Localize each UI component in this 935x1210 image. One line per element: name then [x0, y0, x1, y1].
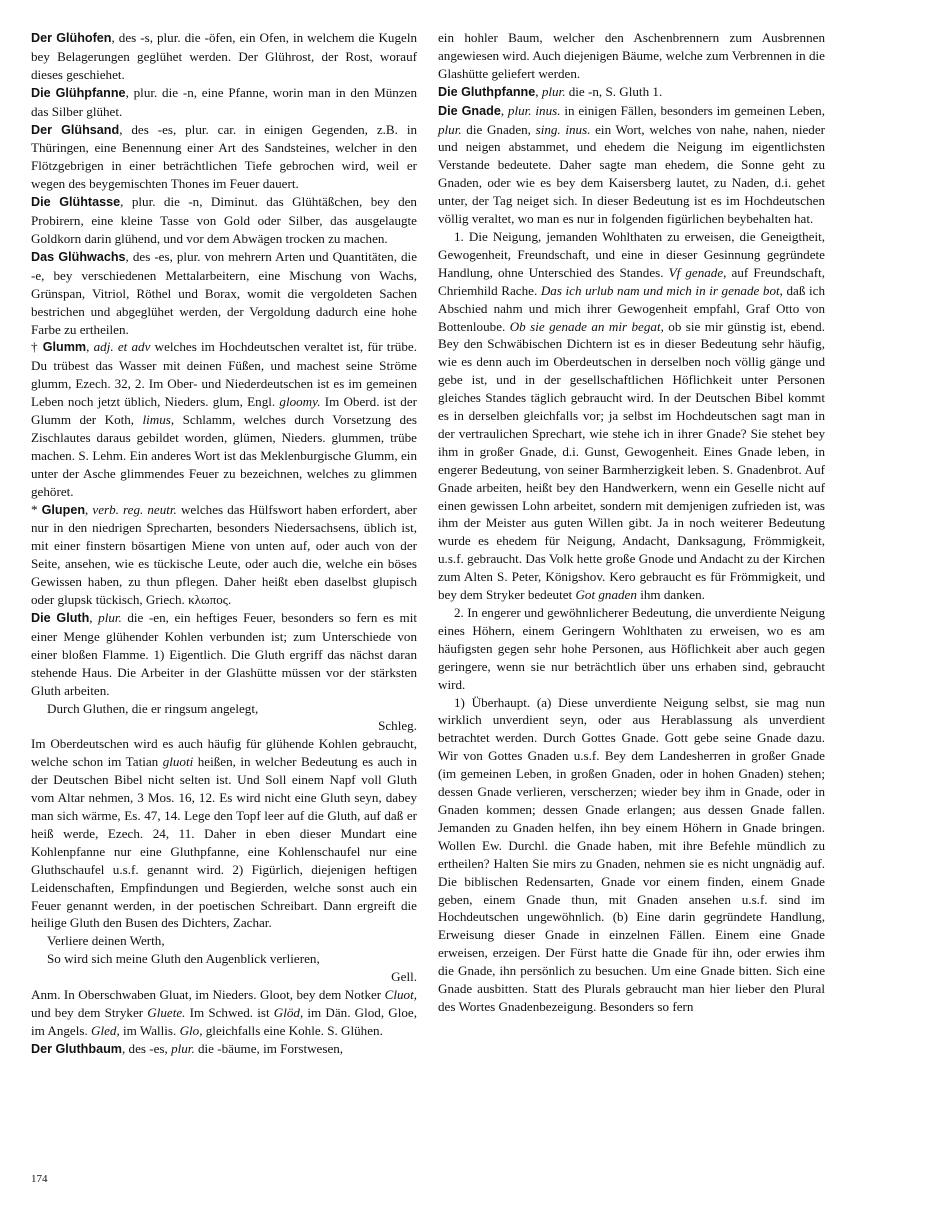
grammar-note: verb. reg. neutr.: [92, 501, 177, 517]
old-form: gluoti: [162, 754, 194, 770]
grammar-note: adj. et adv: [93, 339, 151, 355]
entry-text: die -en, ein heftiges Feuer, besonders so fern es mit einer Menge glühender Kohlen verbunden ist; zum Unterschiede von einer bloßen Flamme. 1) Eigentlich. Die Gluth ergriff das nächst daran stehende Haus. Die Arbeiter in der Glashütte müssen vor der stärksten Gluth arbeiten.: [31, 610, 417, 698]
headword: Das Glühwachs: [31, 249, 126, 264]
entry-gluehwachs: [31, 248, 417, 339]
entry-gluthbaum-continued: ein hohler Baum, welcher den Aschenbrennern zum Ausbrennen angewiesen wird. Auch diejenigen Bäume, welche zum Verbrennen in die Glashütte geliefert werden.: [438, 30, 825, 81]
old-form: Glo,: [179, 1022, 203, 1038]
old-form: Gled,: [91, 1022, 120, 1038]
entry-gluth: Die Gluth, plur. die -en, ein heftiges Feuer, besonders so fern es mit einer Menge glühender Kohlen verbunden ist; zum Unterschiede von einer bloßen Flamme. 1) Eigentlich. Die Gluth ergriff das nächst daran stehende Haus. Die Arbeiter in der Glashütte müssen vor der stärksten Gluth arbeiten.: [31, 610, 417, 698]
headword: Die Gluthpfanne: [438, 84, 536, 99]
grammar-note: plur.: [541, 83, 566, 99]
old-form: Gluete.: [147, 1004, 186, 1020]
old-quote: Vf genade,: [668, 264, 727, 280]
note-text: und bey dem Stryker: [31, 1004, 148, 1020]
entry-text: daß ich Abschied nahm und mich ihrer Gewogenheit empfahl, Graf Otto von Bottenloube.: [438, 282, 825, 334]
entry-text: , des -es,: [121, 1040, 172, 1056]
dialect-mark: *: [31, 501, 42, 517]
entry-gluth-note: [31, 986, 417, 1040]
entry-text: ob sie mir günstig ist, ebend. Bey den Schwäbischen Dichtern ist es in dieser Bedeutung sehr häufig, wie es denn auch im Oberdeutschen in derselben noch völlig gänge und gebe ist, und in der gesellschaftlichen Höflichkeit unter Personen gleiches Standes täglich gebraucht wird. In der Deutschen Bibel kommt es in derselben gleichfalls vor; ja selbst im Hochdeutschen sagt man in der vertraulichen Sprechart, wie stehe ich in ihrer Gnade? Sie stehet bey ihm in großer Gnade, d.i. Gunst, Gewogenheit. Eines Gnade leben, in engerer Bedeutung, von seiner Barmherzigkeit leben. S. Gnadenbrot. Auf Gnade arbeiten, heißt bey den Handwerkern, wenn ein Geselle nicht auf einen gewissen Lohn arbeitet, sondern mit demjenigen zufrieden ist, was ihm der Meister aus guten Willen gibt. Ja in noch weiterer Bedeutung wurde es ehedem für Neigung, Andacht, Danksagung, Frömmigkeit, u.s.f. gebraucht. Das Volk hette große Gnode und Andacht zu der Kirchen zum Alten S. Peter, Königshov. Kero gebraucht es für Frömmigkeit, und bey dem Stryker bedeutet: [438, 318, 825, 603]
headword: Der Glühsand: [31, 122, 120, 137]
note-text: Im Schwed. ist: [185, 1004, 274, 1020]
note-text: gleichfalls eine Kohle. S. Glühen.: [202, 1022, 383, 1038]
right-column: [438, 29, 825, 1016]
headword: Die Glühpfanne: [31, 85, 126, 100]
sense-2-paragraph: 2. In engerer und gewöhnlicherer Bedeutung, die unverdiente Neigung eines Höhern, einem Geringern Wohlthaten zu erweisen, wo es am häufigsten gegen sehr hohe Personen, aus Höflichkeit aber auch gegen geringere, wenn sie nur beträchtlich über uns erhaben sind, gebraucht wird.: [438, 605, 825, 692]
entry-gluehtasse: [31, 193, 417, 248]
obsolete-mark: †: [31, 339, 43, 355]
entry-text: Im Oberdeutschen wird es auch häufig für glühende Kohlen gebraucht, welche schon im Tatian: [31, 736, 417, 770]
old-quote: Das ich urlub nam und mich in ir genade bot,: [540, 282, 783, 298]
entry-text: , plur. die -n, Diminut. das Glühtäßchen, bey den Probirern, eine kleine Tasse von Gold oder Silber, das ausgelaugte Goldkorn darin glühend, und vor dem Abwägen trocken zu machen.: [31, 194, 417, 246]
entry-gluthpfanne: Die Gluthpfanne, plur. die -n, S. Gluth 1.: [438, 83, 663, 99]
entry-gluehpfanne: [31, 84, 417, 121]
quotation-source: Gell.: [391, 969, 417, 985]
grammar-note: plur. inus.: [507, 102, 561, 118]
note-text: im Wallis.: [119, 1022, 180, 1038]
entry-text: die -bäume, im Forstwesen,: [194, 1040, 344, 1056]
entry-text: , des -es, plur. car. in einigen Gegenden, z.B. in Thüringen, eine Benennung einer Art des Sandsteines, welcher in den Flötzgebrigen in einer beträchtlichen Tiefe gebrochen wird, weil er wegen des beygemischten Thones im Feuer dauert.: [31, 121, 418, 192]
entry-text: Im Oberd. ist der Glumm der Koth,: [31, 394, 417, 428]
headword: Die Gluth: [31, 611, 90, 625]
page-number: 174: [31, 1173, 48, 1185]
grammar-note: plur.: [171, 1040, 195, 1056]
entry-text: welches im Hochdeutschen veraltet ist, für trübe. Du trübest das Wasser mit deinen Füßen, und machest seine Ströme glumm, Ezech. 32, 2. Im Ober- und Niederdeutschen ist es im gemeinen Leben noch jetzt üblich, Nieders. glum, Engl.: [31, 339, 417, 410]
old-form: Glöd,: [273, 1004, 304, 1020]
entry-text: ein Wort, welches von nahe, nahen, nieder und neigen abstammet, und ehedem die Neigung im eigentlichsten Verstande bedeutete. Daher sagte man ehedem, die Sonne geht zu Gnaden, oder wie es bey dem Kaisersberg lautet, zu Naden, d.i. gehet unter, der Tag neiget sich. In dieser Bedeutung ist es im Hochdeutschen völlig veraltet, wo man es nur in folgenden figürlichen beybehalten hat.: [438, 121, 825, 227]
entry-text: auf Freundschaft, Chriemhild Rache.: [438, 264, 825, 298]
note-text: Anm. In Oberschwaben Gluat, im Nieders. Gloot, bey dem Notker: [31, 987, 385, 1003]
entry-text: , plur. die -n, eine Pfanne, worin man in den Münzen das Silber glühet.: [31, 84, 418, 119]
grammar-note: sing. inus.: [535, 121, 591, 137]
entry-text: welches das Hülfswort haben erfordert, aber nur in den niedrigen Sprecharten, besonders Niedersachsens, üblich ist, mit einer finstern bösartigen Miene von unten auf, oder auch von der Seite, ansehen, wie es tückische Leute, oder auch die, welche ein böses Gewissen haben, zu thun pflegen. Daher heißt eben daselbst glupisch oder glupsk tückisch, Griech. κλωπος.: [31, 501, 417, 608]
sense-1-paragraph: [438, 228, 825, 604]
quotation-verse: Verliere deinen Werth,: [47, 933, 165, 949]
quotation-verse: Durch Gluthen, die er ringsum angelegt,: [47, 700, 259, 716]
headword: Glupen: [41, 502, 86, 517]
entry-text: ihm danken.: [636, 587, 705, 603]
old-quote: Got gnaden: [575, 587, 637, 603]
entry-text: Schlamm, welches durch Vorsetzung des Zischlautes daraus gebildet worden, glümen, Nieders. glummen, trübe machen. S. Lehm. Ein anderes Wort ist das Meklenburgische Glumm, ein unter der Asche glimmendes Feuer zu bezeichnen, welches zu glimmen gehöret.: [31, 412, 417, 499]
entry-text: 1. Die Neigung, jemanden Wohlthaten zu erweisen, die Geneigtheit, Gewogenheit, Freundschaft, und eine in dieser Gesinnung gegründete Handlung, ohne Unterschied des Standes.: [438, 228, 825, 280]
entry-text: in einigen Fällen, besonders im gemeinen Leben,: [560, 102, 825, 118]
entry-text: , des -es, plur. von mehrern Arten und Quantitäten, die -e, bey verschiedenen Mettalarbeitern, eine Mischung von Wachs, Grünspan, Vitriol, Röthel und Borax, womit die vergoldeten Sachen bestrichen und abgeglühet werden, der Vergoldung dadurch eine hohe Farbe zu ertheilen.: [31, 248, 418, 337]
quotation-verse: So wird sich meine Gluth den Augenblick verlieren,: [47, 951, 320, 967]
quotation-source: Schleg.: [378, 718, 417, 734]
note-text: im Dän. Glod, Gloe, im Angels.: [31, 1004, 417, 1038]
latin-term: limus,: [142, 412, 175, 428]
entry-gluehofen: [31, 29, 417, 84]
entry-text: die -n, S. Gluth 1.: [565, 83, 663, 99]
old-form: Cluot,: [384, 987, 417, 1003]
left-column: [31, 29, 417, 1059]
entry-gluehsand: [31, 121, 417, 194]
headword: Der Gluthbaum: [31, 1041, 122, 1056]
entry-glupen: * Glupen, verb. reg. neutr. welches das Hülfswort haben erfordert, aber nur in den niedrigen Sprecharten, besonders Niedersachsens, üblich ist, mit einer finstern bösartigen Miene von unten auf, oder auch von der Seite, ansehen, wie es tückische Leute, oder auch die, welche ein böses Gewissen haben, zu thun pflegen. Daher heißt eben daselbst glupisch oder glupsk tückisch, Griech. κλωπος.: [31, 501, 417, 608]
entry-gluth-continued: [31, 735, 417, 932]
headword: Der Glühofen: [31, 31, 112, 45]
entry-gnade: Die Gnade, plur. inus. in einigen Fällen, besonders im gemeinen Leben, plur. die Gnaden, sing. inus. ein Wort, welches von nahe, nahen, nieder und neigen abstammet, und ehedem die Neigung im eigentlichsten Verstande bedeutete. Daher sagte man ehedem, die Sonne geht zu Gnaden, oder wie es bey dem Kaisersberg lautet, zu Naden, d.i. gehet unter, der Tag neiget sich. In dieser Bedeutung ist es im Hochdeutschen völlig veraltet, wo man es nur in folgenden figürlichen beybehalten hat.: [438, 102, 825, 227]
entry-text: heißen, in welcher Bedeutung es auch in der Deutschen Bibel nicht selten ist. Und Soll einem Napf voll Gluth vom Altar nehmen, 3 Mos. 16, 12. Es wird nicht eine Gluth seyn, dabey man sich wärme, Es. 47, 14. Lege den Topf leer auf die Gluth, auf daß er heiß werde, Ezech. 24, 11. Daher in eben dieser Mundart eine Kohlenpfanne nur eine Gluthpfanne, eine Kohlenschaufel nur eine Gluthschaufel u.s.f. genannt wird. 2) Figürlich, diejenigen heftigen Leidenschaften, Empfindungen und Begierden, welche sonst auch ein Feuer genannt werden, in der poetischen Schreibart. Dann ergreift die heilige Gluth den Busen des Dichters, Zachar.: [31, 754, 417, 931]
grammar-note: plur.: [438, 121, 462, 137]
sense-2-1-paragraph: 1) Überhaupt. (a) Diese unverdiente Neigung selbst, sie mag nun wirklich unverdient seyn, oder aus Herablassung als unverdient betrachtet werden. Durch Gottes Gnade. Gott gebe seine Gnade dazu. Wir von Gottes Gnaden u.s.f. Bey dem Landesherren in großer Gnade (im gemeinen Leben, in großen Gnaden, oder in hohen Gnaden) stehen; dessen Gnade verlieren, verscherzen; wieder bey ihm in Gnade, oder in Gnaden kommen; dessen Gnade erlangen; aus dessen Gnade fallen. Jemanden zu Gnaden helfen, ihn bey einem Höhern in Gnade bringen. Wollen Ew. Durchl. die Gnade haben, mit ihre Befehle mündlich zu ertheilen? Halten Sie mirs zu Gnaden, nehmen sie es nicht ungnädig auf. Die biblischen Redensarten, Gnade vor einem finden, einem Gnade geben, einem Gnade thun, mit Gnaden ansehen u.s.f. sind im Hochdeutschen ungewöhnlich. (b) Eine darin gegründete Handlung, Erweisung dieser Gnade in einzelnen Fällen. Einem eine Gnade erweisen, erzeigen. Der Fürst hatte die Gnade für ihn, oder erwies ihm die Gnade, ihn persönlich zu besuchen. Um eine Gnade bitten. Sich eine Gnade ausbitten. Statt des Plurals gebraucht man hier lieber den Plural des Wortes Gnadenbezeigung. Besonders so fern: [438, 694, 825, 1014]
entry-text: die Gnaden,: [461, 121, 536, 137]
headword: Die Gnade: [438, 103, 501, 118]
entry-text: , des -s, plur. die -öfen, ein Ofen, in welchem die Kugeln bey Belagerungen geglühet werden. Der Glührost, der Rost, worauf dieses geschiehet.: [31, 30, 417, 82]
grammar-note: plur.: [98, 610, 122, 625]
entry-gluthbaum: [31, 1040, 417, 1059]
old-quote: Ob sie genade an mir begat,: [509, 318, 664, 334]
headword: Glumm: [42, 340, 87, 355]
english-term: gloomy.: [279, 394, 321, 410]
entry-glumm: † Glumm, adj. et adv welches im Hochdeutschen veraltet ist, für trübe. Du trübest das Wasser mit deinen Füßen, und machest seine Ströme glumm, Ezech. 32, 2. Im Ober- und Niederdeutschen ist es im gemeinen Leben noch jetzt üblich, Nieders. glum, Engl. gloomy. Im Oberd. ist der Glumm der Koth, limus, Schlamm, welches durch Vorsetzung des Zischlautes daraus gebildet worden, glümen, Nieders. glummen, trübe machen. S. Lehm. Ein anderes Wort ist das Meklenburgische Glumm, ein unter der Asche glimmendes Feuer zu bezeichnen, welches zu glimmen gehöret.: [31, 339, 417, 499]
headword: Die Glühtasse: [31, 195, 121, 210]
